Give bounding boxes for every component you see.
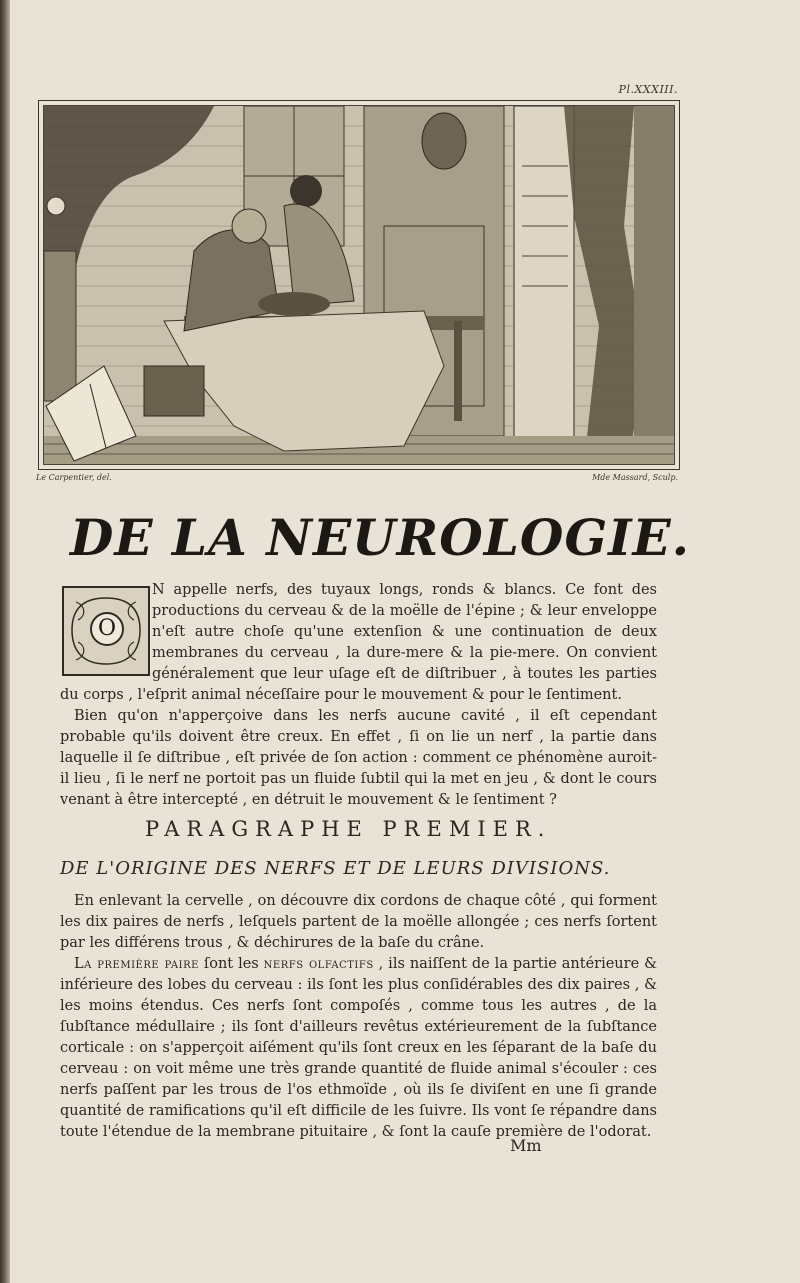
section-paragraph-1: En enlevant la cervelle , on découvre dix cordons de chaque côté , qui forment les dix paires de nerfs , leſquels partent de la moëlle allongée ; ces nerfs ſortent par les différens trous , & déchirures de la baſe du crâne. [60,893,657,951]
engraving-illustration [43,105,675,465]
section-subheading: DE L'ORIGINE DES NERFS ET DE LEURS DIVISIONS. [60,858,611,879]
intro-paragraph-2: Bien qu'on n'apperçoive dans les nerfs aucune cavité , il eſt cependant probable qu'ils doivent être creux. En effet , ſi on lie un nerf , la partie dans laquelle il ſe diſtribue , eſt privée de ſon action : comment ce phénomène auroit-il lieu , ſi le nerf ne portoit pas un fluide ſubtil qui la met en jeu , & dont le cours venant à être intercepté , en détruit le mouvement & le ſentiment ? [60,708,657,808]
initial-letter: O [90,612,124,646]
section-paragraph-2 [60,954,657,1143]
paragraph-fragment: , ils naiſſent de la partie antérieure & inférieure des lobes du cerveau : ils ſont les plus conſidérables des dix paires , & les moins étendus. Ces nerfs ſont compoſés , comme tous les autres , de la ſubſtance médullaire ; ils ſont d'ailleurs revêtus extérieurement de la ſubſtance corticale : on s'apperçoit aiſément qu'ils ſont creux en les ſéparant de la baſe du cerveau : on voit même une très grande quantité de fluide animal s'écouler : ces nerfs paſſent par les trous de l'os ethmoïde , où ils ſe diviſent en une ſi grande quantité de ramifications qu'il eſt difficile de les ſuivre. Ils vont ſe répandre dans toute l'étendue de la membrane pituitaire , & ſont la cauſe première de l'odorat. [60,956,657,1140]
book-spine-edge [0,0,10,1283]
first-pair-lead: La première paire [74,956,199,972]
signature-mark: Mm [510,1136,542,1155]
engraving-credit-engraver: Mde Massard, Sculp. [592,473,678,482]
section-heading: PARAGRAPHE PREMIER. [145,817,552,841]
plate-number: Pl.XXXIII. [618,83,678,96]
section-text [60,891,657,1143]
olfactory-nerves-term: nerfs olfactifs [263,956,374,972]
intro-paragraph-1: N appelle nerfs, des tuyaux longs, ronds & blancs. Ce font des productions du cerveau & de la moëlle de l'épine ; & leur enveloppe n'eſt autre choſe qu'une extenſion & une continuation de deux membranes du cerveau , la dure-mere & la pie-mere. On convient généralement que leur uſage eſt de diſtribuer , à toutes les parties du corps , l'eſprit animal néceſſaire pour le mouvement & pour le ſentiment. [60,582,657,703]
paragraph-fragment: ſont les [198,956,264,972]
chapter-title: DE LA NEUROLOGIE. [70,508,691,567]
engraving-scene [44,106,674,464]
intro-text [60,580,657,811]
engraving-credit-draftsman: Le Carpentier, del. [36,473,112,482]
